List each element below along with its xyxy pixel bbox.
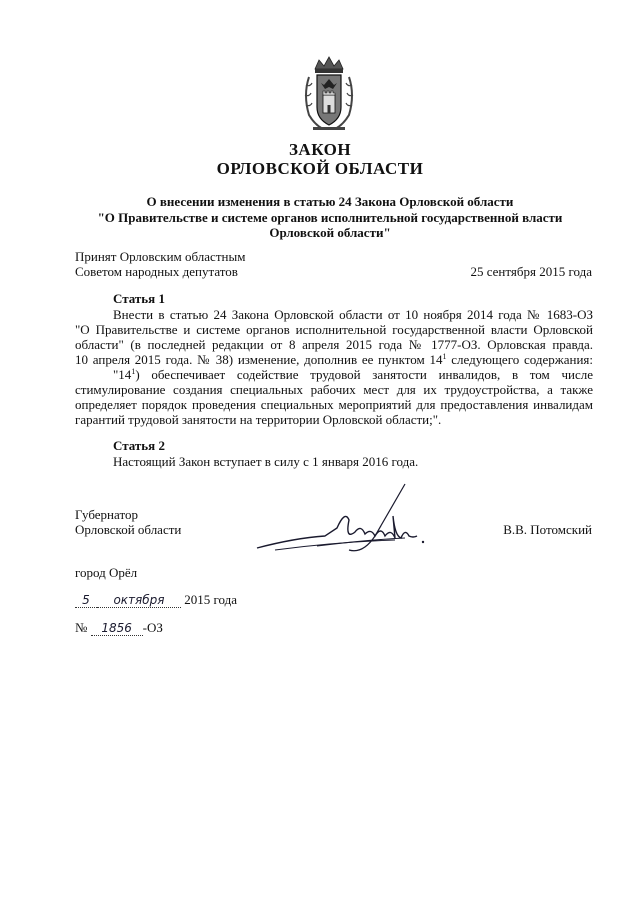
signing-day: 5	[75, 593, 97, 608]
subject-line-3: Орловской области"	[269, 225, 391, 240]
article-1-line-4-tail: следующего содержания:	[446, 352, 593, 367]
city: город Орёл	[75, 565, 138, 580]
region-title: ОРЛОВСКОЙ ОБЛАСТИ	[216, 159, 424, 178]
signing-month: октября	[97, 593, 181, 608]
subject-line-2: "О Правительстве и системе органов исполнительной государственной власти	[97, 210, 563, 225]
article-1-line-8: гарантий трудовой занятости на территории Орловской области;".	[75, 412, 442, 427]
article-1-line-6: стимулирование создания специальных рабочих мест для их трудоустройства, а также	[75, 382, 593, 397]
adoption-line-2: Советом народных депутатов	[75, 264, 238, 279]
adoption-date: 25 сентября 2015 года	[470, 264, 592, 279]
article-1-line-7: определяет порядок проведения специальных мероприятий для предоставления инвалидам	[75, 397, 593, 412]
subject-line-1: О внесении изменения в статью 24 Закона Орловской области	[146, 194, 514, 209]
governor-region: Орловской области	[75, 522, 182, 537]
superscript: 1	[442, 352, 447, 361]
governor-title: Губернатор	[75, 507, 138, 522]
article-2-text: Настоящий Закон вступает в силу с 1 января 2016 года.	[113, 454, 419, 469]
article-2-heading: Статья 2	[113, 438, 165, 453]
handwritten-signature	[245, 480, 435, 560]
adoption-line-1: Принят Орловским областным	[75, 249, 246, 264]
document-title: ЗАКОН	[288, 140, 352, 159]
article-1-line-4	[75, 352, 593, 368]
law-number-value: 1856	[91, 621, 143, 636]
article-1-line-3: области" (в последней редакции от 8 апреля 2015 года № 1777-ОЗ. Орловская правда.	[75, 337, 593, 352]
number-sign: №	[75, 620, 88, 635]
article-1-line-5	[113, 367, 593, 383]
article-1-line-4-text: 10 апреля 2015 года. № 38) изменение, дополнив ее пунктом 14	[75, 352, 443, 367]
governor-name: В.В. Потомский	[503, 522, 592, 537]
superscript: 1	[131, 367, 136, 376]
coat-of-arms-emblem	[301, 55, 357, 133]
signing-date	[75, 592, 237, 608]
point-number: "14	[113, 367, 132, 382]
article-1-line-1: Внести в статью 24 Закона Орловской области от 10 ноября 2014 года № 1683-ОЗ	[113, 307, 593, 322]
law-number-suffix: -ОЗ	[142, 620, 163, 635]
signing-year: 2015 года	[184, 592, 238, 607]
law-number	[75, 620, 163, 636]
article-1-line-2: "О Правительстве и системе органов исполнительной государственной власти Орловской	[75, 322, 593, 337]
article-1-line-5-text: ) обеспечивает содействие трудовой занятости инвалидов, в том числе	[135, 367, 593, 382]
article-1-heading: Статья 1	[113, 291, 165, 306]
